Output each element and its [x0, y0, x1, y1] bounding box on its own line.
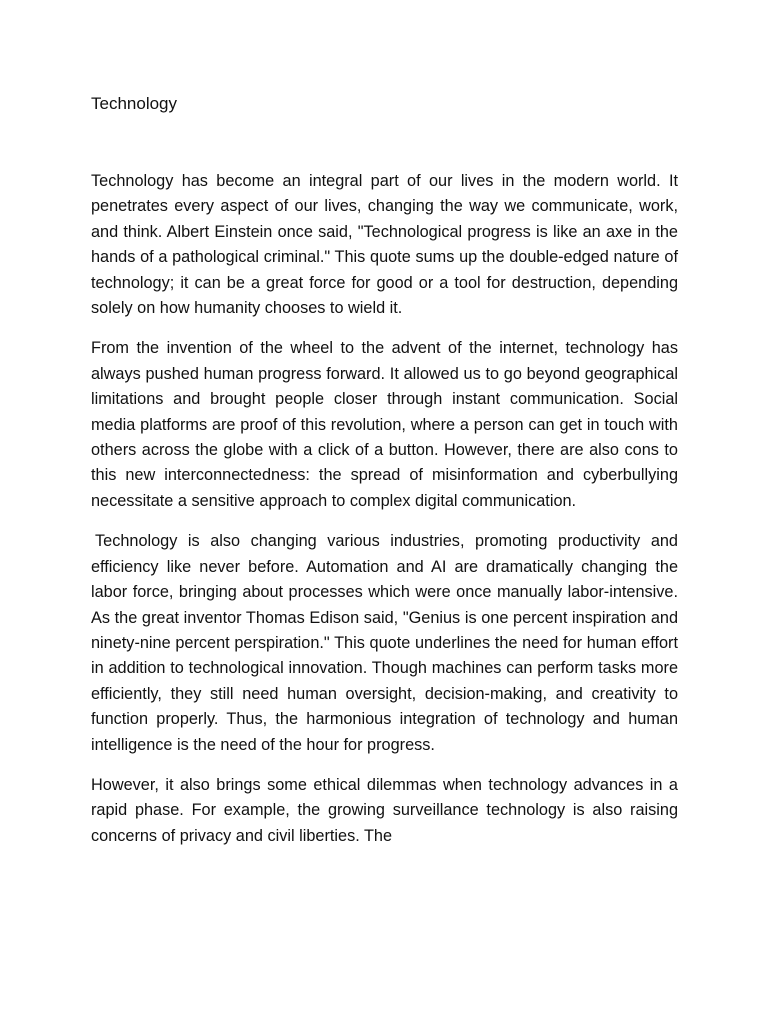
paragraph-history: From the invention of the wheel to the advent of the internet, technology has always pushed human progress forward. It allowed us to go beyond geographical limitations and brought people closer through instant communication. Social media platforms are proof of this revolution, where a person can get in touch with others across the globe with a click of a button. However, there are also cons to this new interconnectedness: the spread of misinformation and cyberbullying necessitate a sensitive approach to complex digital communication. [91, 339, 678, 510]
paragraph-intro: Technology has become an integral part of our lives in the modern world. It penetrates every aspect of our lives, changing the way we communicate, work, and think. Albert Einstein once said, "Technological progress is like an axe in the hands of a pathological criminal." This quote sums up the double-edged nature of technology; it can be a great force for good or a tool for destruction, depending solely on how humanity chooses to wield it. [91, 172, 678, 318]
document-title: Technology [91, 94, 178, 113]
document-body [91, 169, 678, 864]
paragraph-industries: Technology is also changing various industries, promoting productivity and efficiency like never before. Automation and AI are dramatically changing the labor force, bringing about processes which were once manually labor-intensive. As the great inventor Thomas Edison said, "Genius is one percent inspiration and ninety-nine percent perspiration." This quote underlines the need for human effort in addition to technological innovation. Though machines can perform tasks more efficiently, they still need human oversight, decision-making, and creativity to function properly. Thus, the harmonious integration of technology and human intelligence is the need of the hour for progress. [91, 532, 678, 754]
paragraph-ethics: However, it also brings some ethical dilemmas when technology advances in a rapid phase. For example, the growing surveillance technology is also raising concerns of privacy and civil liberties. The [91, 775, 678, 845]
